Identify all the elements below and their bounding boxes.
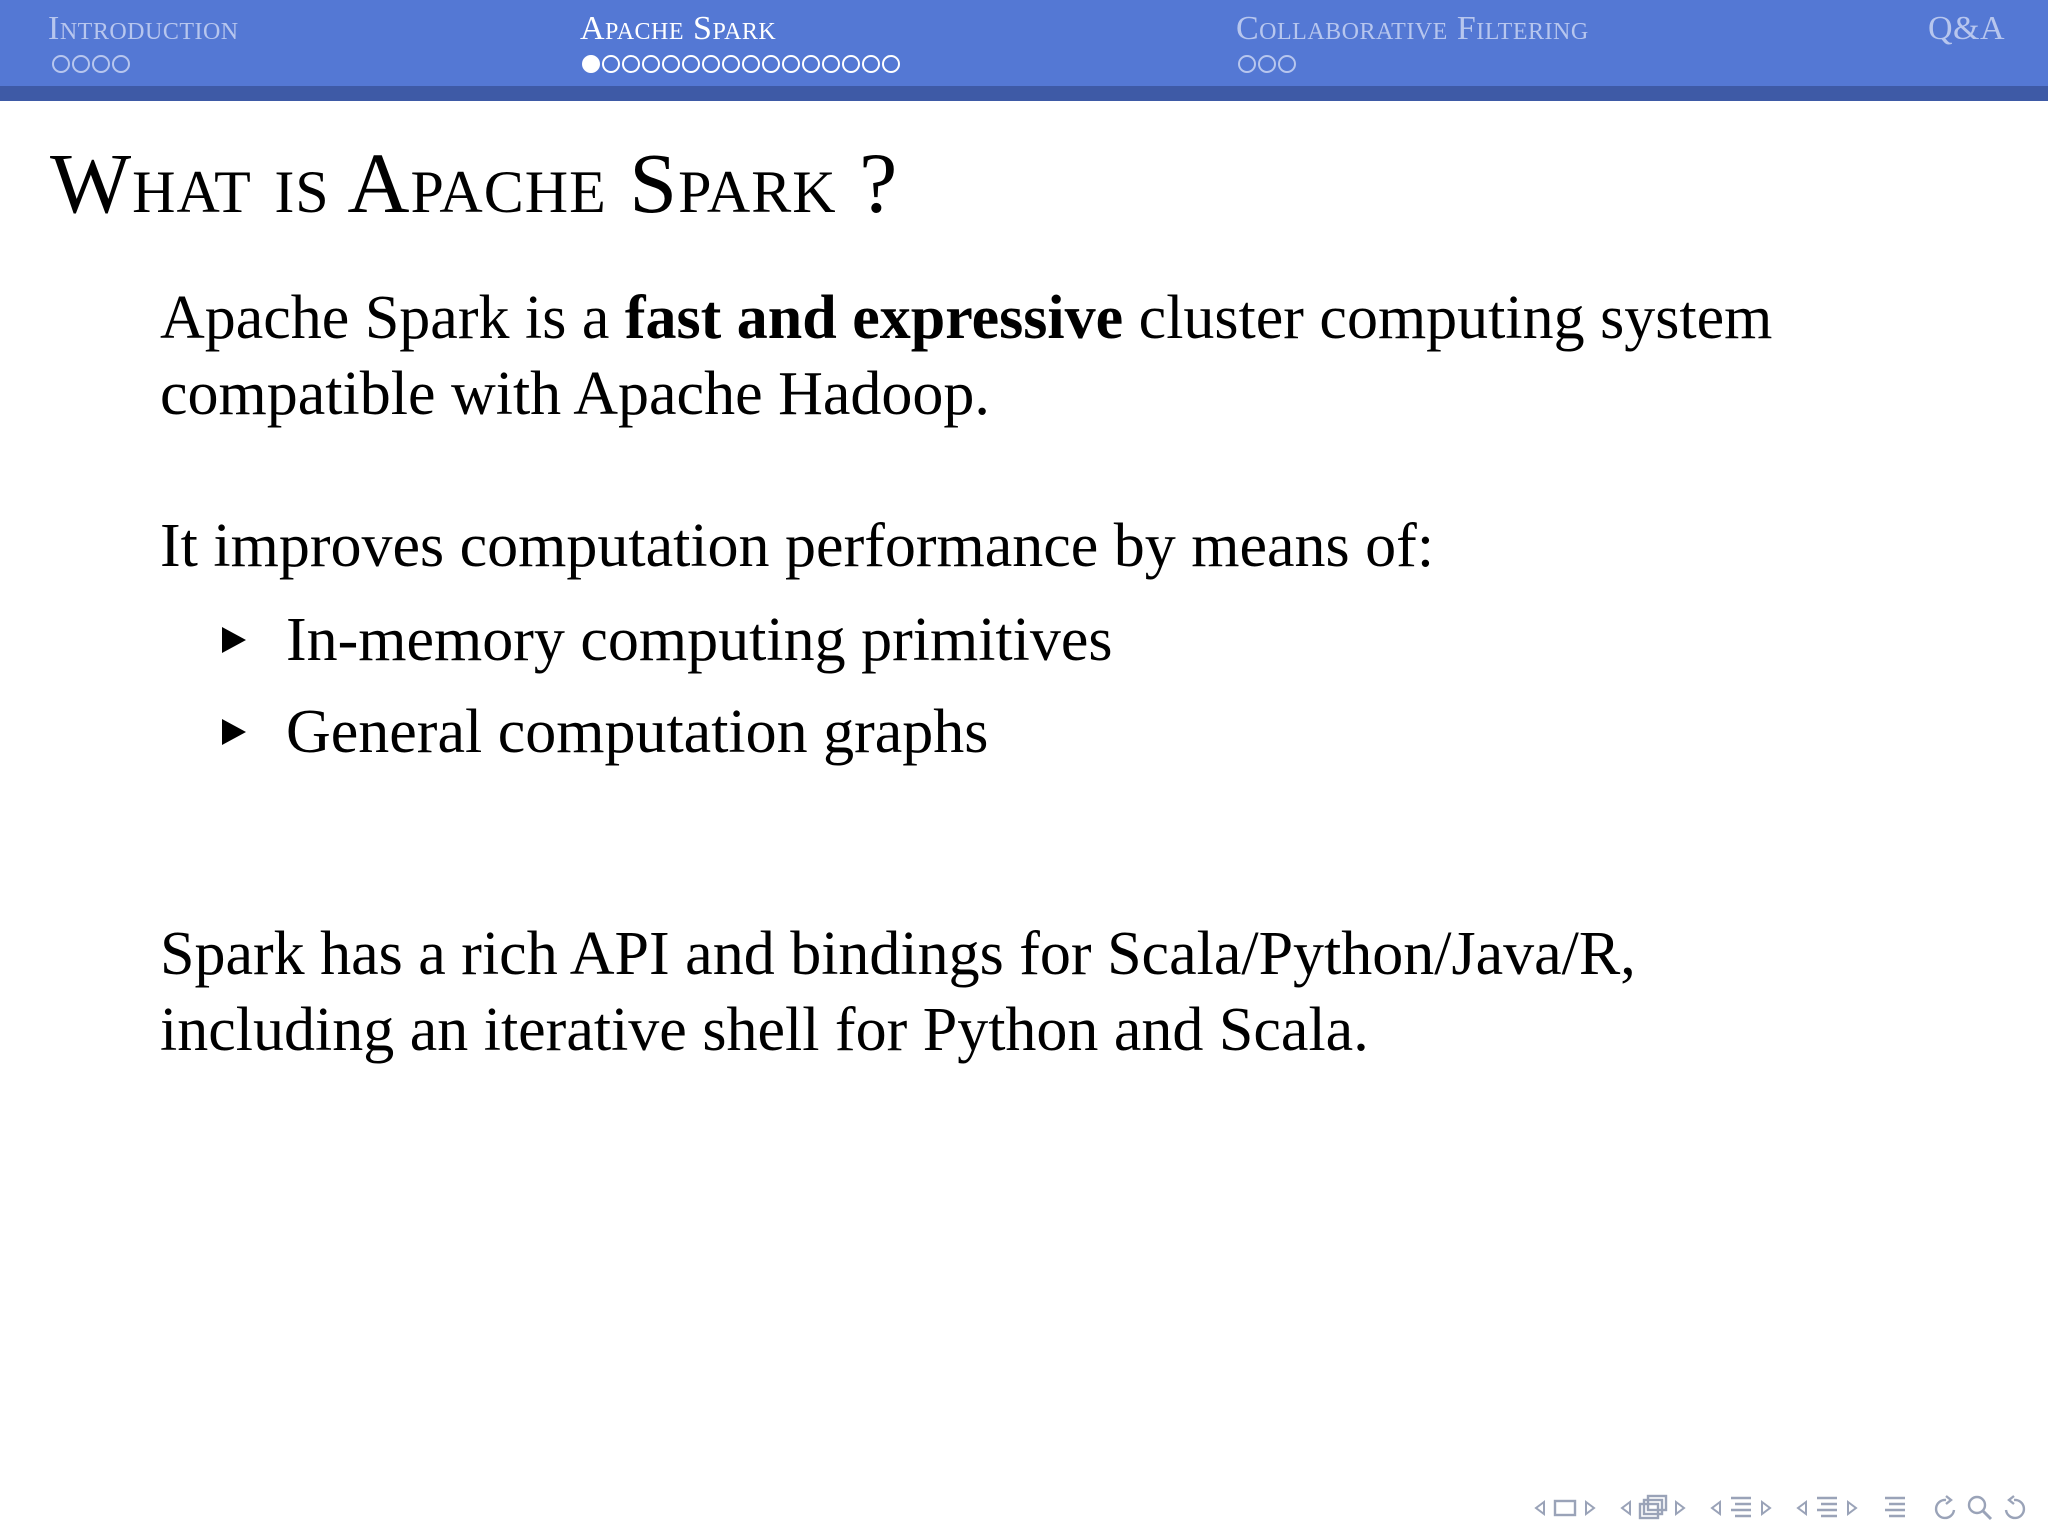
header-navbar — [0, 0, 2048, 86]
subsection-nav-icon[interactable] — [1620, 1494, 1686, 1522]
para-intro-text-pre: Apache Spark is a — [160, 284, 625, 352]
nav-slide-dot[interactable] — [622, 55, 640, 73]
nav-slide-dot[interactable] — [802, 55, 820, 73]
back-forward-search-icon[interactable] — [1932, 1494, 2028, 1522]
nav-slide-dot[interactable] — [722, 55, 740, 73]
nav-section-collaborative-filtering[interactable]: Collaborative Filtering — [1236, 10, 1589, 47]
para-intro-text-post: cluster computing system — [1123, 284, 1773, 352]
bullet-triangle-icon — [222, 719, 246, 745]
nav-slide-dot[interactable] — [52, 55, 70, 73]
para-performance: It improves computation performance by means of: — [160, 512, 1435, 580]
appendix-icon[interactable] — [1882, 1494, 1908, 1522]
bullet-text: In-memory computing primitives — [286, 606, 1113, 674]
nav-section-qa[interactable]: Q&A — [1928, 10, 2006, 47]
nav-section-apache-spark[interactable]: Apache Spark — [580, 10, 777, 47]
slide-title: What is Apache Spark ? — [50, 135, 899, 231]
para-intro-emphasis: fast and expressive — [624, 284, 1124, 352]
nav-slide-dot[interactable] — [1258, 55, 1276, 73]
nav-slide-dot[interactable] — [72, 55, 90, 73]
para-api-line1: Spark has a rich API and bindings for Scala/Python/Java/R, — [160, 920, 1636, 988]
nav-dots-collaborative-filtering — [1238, 55, 1296, 77]
bullet-item — [222, 694, 988, 770]
para-intro-line2: compatible with Apache Hadoop. — [160, 360, 990, 428]
nav-slide-dot[interactable] — [682, 55, 700, 73]
para-api-line2: including an iterative shell for Python and Scala. — [160, 996, 1369, 1064]
bullet-triangle-icon — [222, 627, 246, 653]
nav-slide-dot[interactable] — [642, 55, 660, 73]
nav-slide-dot[interactable] — [662, 55, 680, 73]
section-nav-icon[interactable] — [1710, 1494, 1772, 1522]
nav-section-introduction[interactable]: Introduction — [48, 10, 239, 47]
nav-slide-dot[interactable] — [742, 55, 760, 73]
bullet-item — [222, 602, 1113, 678]
bullet-text: General computation graphs — [286, 698, 989, 766]
presentation-nav-icon[interactable] — [1796, 1494, 1858, 1522]
nav-slide-dot[interactable] — [762, 55, 780, 73]
nav-slide-dot[interactable] — [1278, 55, 1296, 73]
beamer-nav-symbols — [1516, 1488, 2028, 1528]
nav-slide-dot[interactable] — [702, 55, 720, 73]
nav-slide-dot[interactable] — [862, 55, 880, 73]
para-intro-line1 — [160, 280, 1772, 356]
nav-slide-dot[interactable] — [602, 55, 620, 73]
nav-slide-dot[interactable] — [1238, 55, 1256, 73]
nav-slide-dot[interactable] — [782, 55, 800, 73]
nav-slide-dot[interactable] — [112, 55, 130, 73]
nav-slide-dot[interactable] — [582, 55, 600, 73]
frame-nav-icon[interactable] — [1534, 1497, 1596, 1519]
nav-slide-dot[interactable] — [882, 55, 900, 73]
nav-slide-dot[interactable] — [822, 55, 840, 73]
nav-dots-introduction — [52, 55, 130, 77]
nav-dots-apache-spark — [582, 55, 900, 77]
nav-slide-dot[interactable] — [842, 55, 860, 73]
header-navbar-stripe — [0, 86, 2048, 101]
nav-slide-dot[interactable] — [92, 55, 110, 73]
